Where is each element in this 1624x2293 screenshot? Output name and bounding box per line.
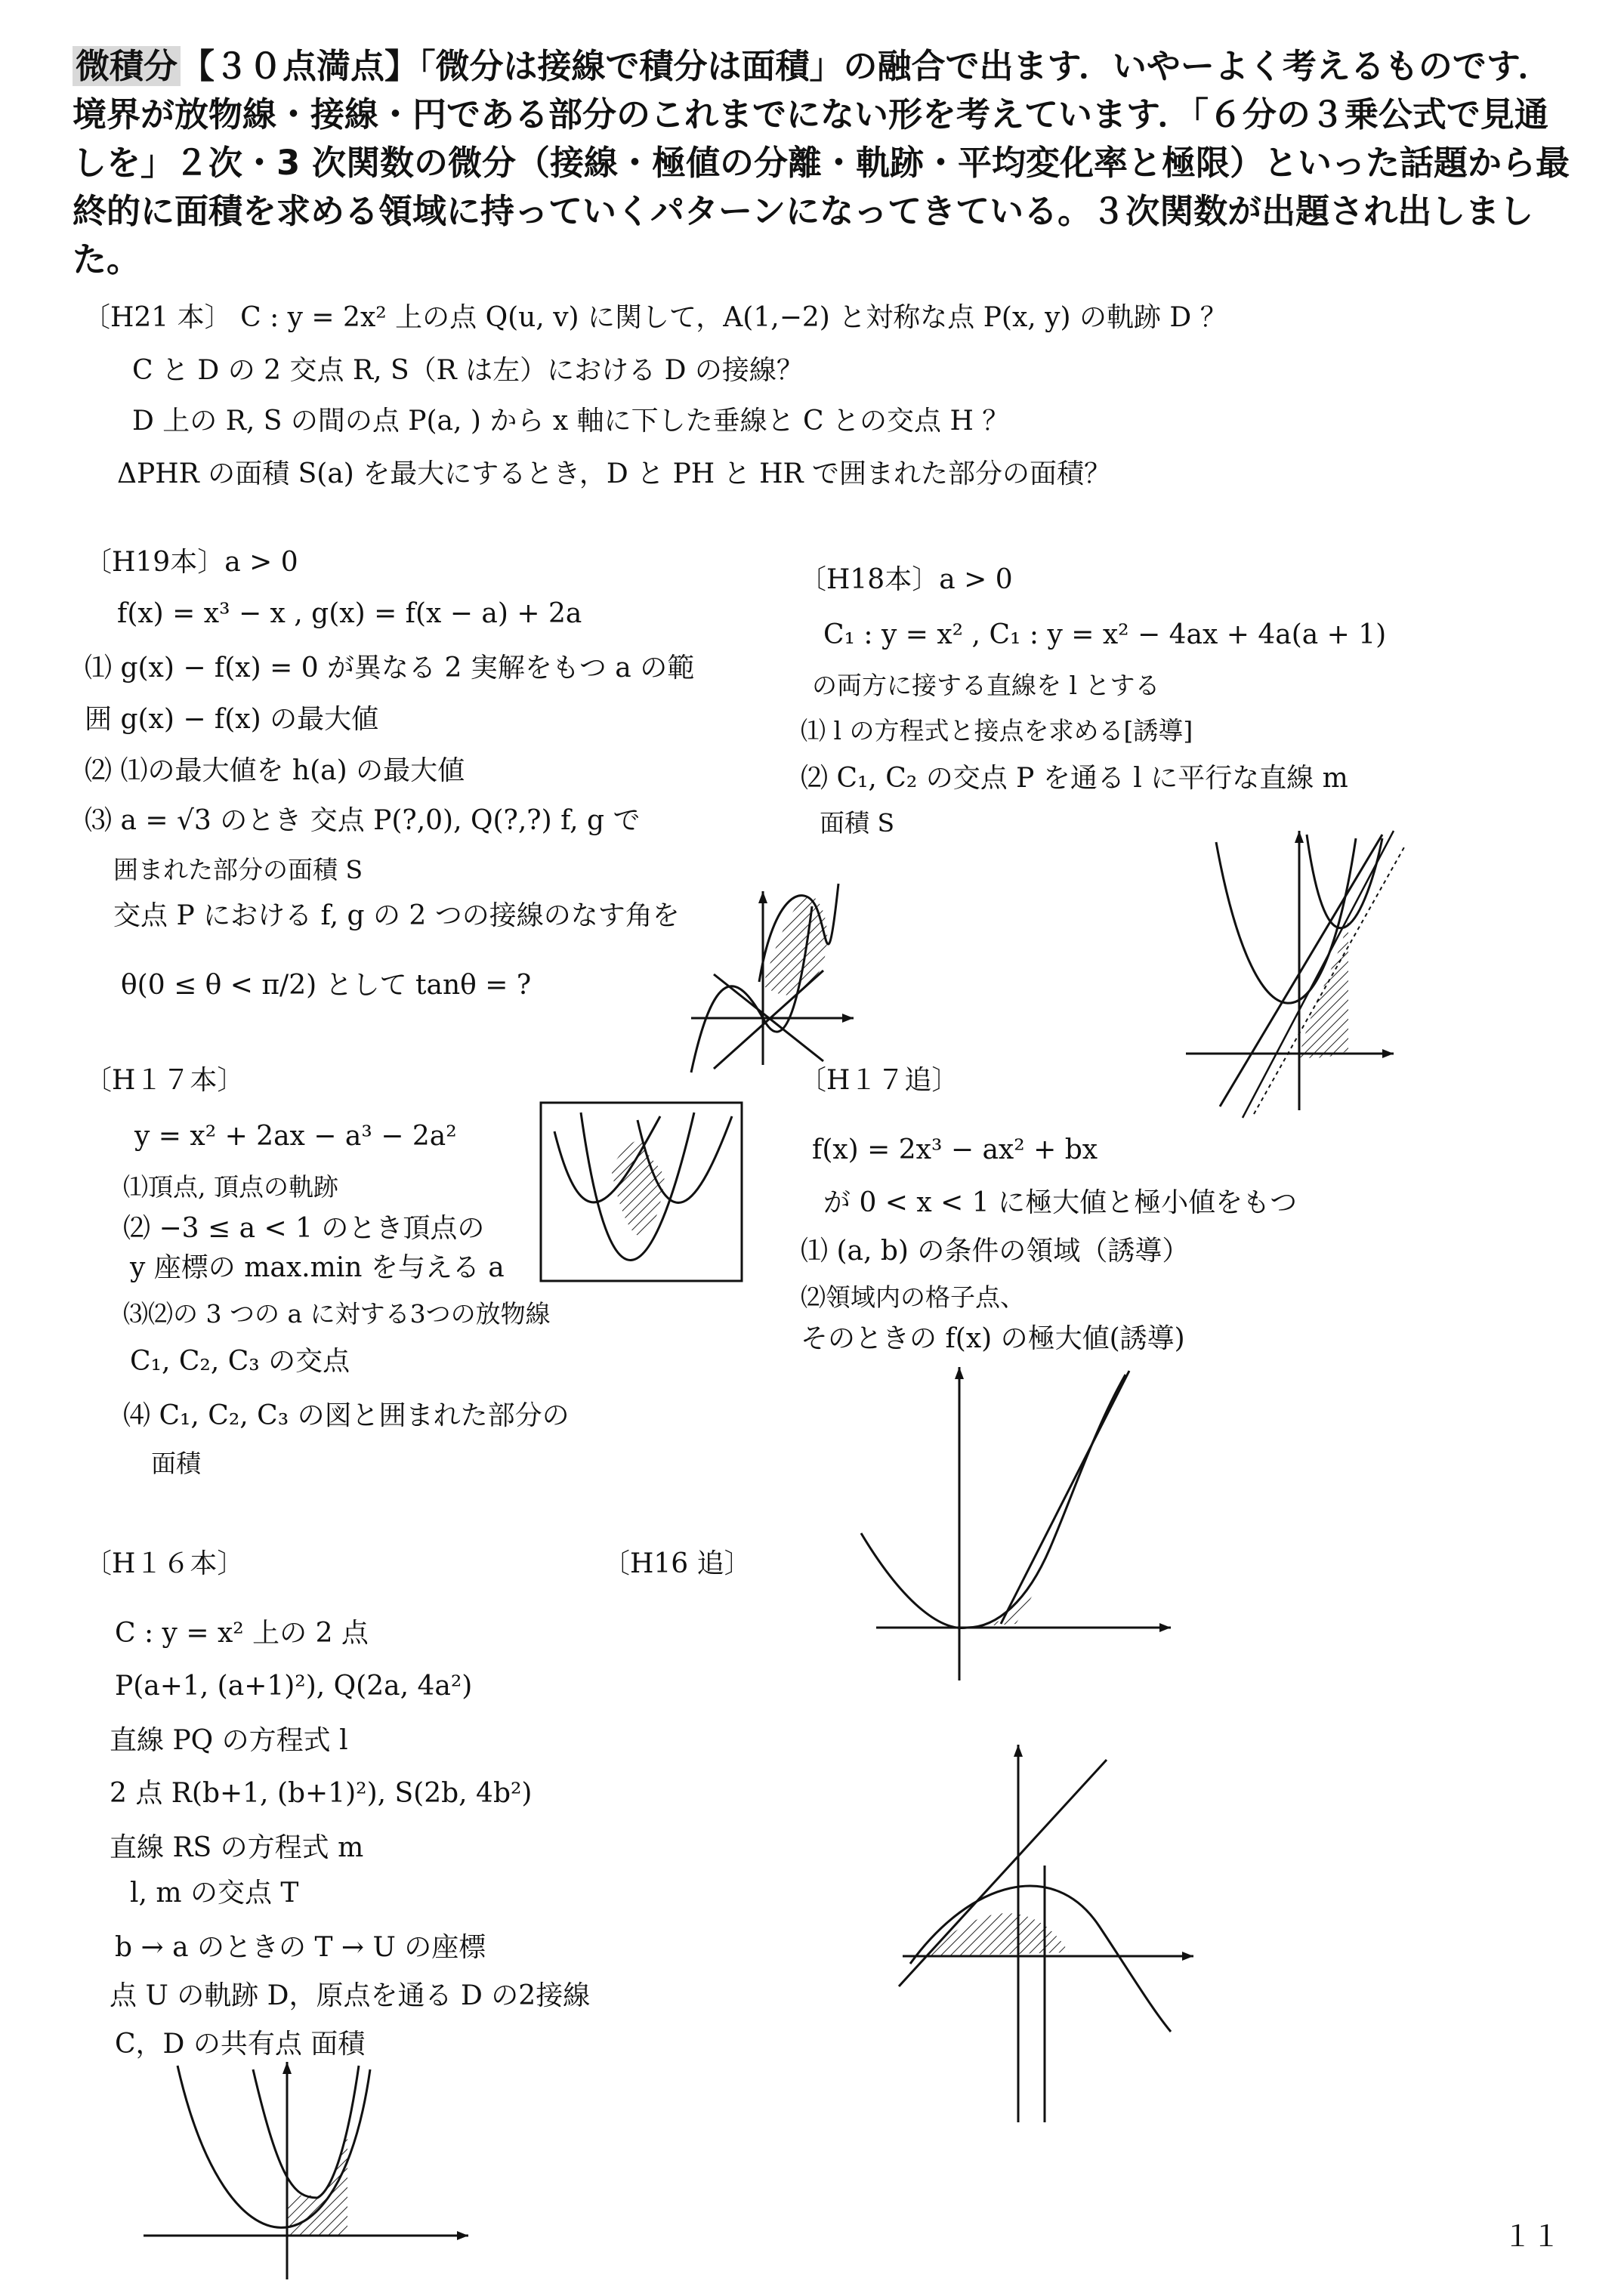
h19-line-3: 囲 g(x) − f(x) の最大値 bbox=[85, 704, 379, 735]
h16b-figure bbox=[880, 1737, 1197, 2130]
h17-line-4: y 座標の max.min を与える a bbox=[130, 1252, 505, 1283]
h16-figure bbox=[144, 2054, 476, 2281]
h17-line-8: 面積 bbox=[151, 1449, 201, 1478]
h19-line-5: ⑶ a = √3 のとき 交点 P(?,0), Q(?,?) f, g で bbox=[85, 805, 641, 836]
intro-tag: 微積分 bbox=[73, 46, 181, 86]
h19-line-7: 交点 P における f, g の 2 つの接線のなす角を bbox=[113, 900, 680, 931]
h18-header: 〔H18本〕a > 0 bbox=[799, 564, 1013, 595]
h17-line-7: ⑷ C₁, C₂, C₃ の図と囲まれた部分の bbox=[123, 1400, 570, 1431]
h18-figure bbox=[1178, 823, 1405, 1125]
h17b-line-5: そのときの f(x) の極大値(誘導) bbox=[801, 1323, 1185, 1354]
h19-line-6: 囲まれた部分の面積 S bbox=[113, 855, 363, 884]
h17b-figure bbox=[846, 1359, 1178, 1684]
h21-line-1: 〔H21 本〕 C : y = 2x² 上の点 Q(u, v) に関して，A(1,−2) と対称な点 P(x, y) の軌跡 D ？ bbox=[83, 302, 1227, 333]
h21-line-4: ΔPHR の面積 S(a) を最大にするとき，D と PH と HR で囲まれた部分の面積？ bbox=[117, 458, 1112, 489]
h17b-line-4: ⑵領域内の格子点、 bbox=[801, 1282, 1025, 1312]
h16-line-1: C : y = x² 上の 2 点 bbox=[115, 1618, 369, 1649]
h16-line-6: l, m の交点 T bbox=[130, 1878, 299, 1909]
h19-line-8: θ(0 ≤ θ < π/2) として tanθ = ? bbox=[121, 970, 532, 1001]
intro-text: 【３０点満点】「微分は接線で積分は面積」の融合で出ます．いやーよく考えるものです．境界が放物線・接線・円である部分のこれまでにない形を考えています．「６分の３乗公式で見通しを」２次・3 次関数の微分（接線・極値の分離・軌跡・平均変化率と極限）といった話題から最終的に面積を求める領域に持っていくパターンになってきている。３次関数が出題され出しました。 bbox=[73, 46, 1570, 279]
h17-line-6: C₁, C₂, C₃ の交点 bbox=[130, 1346, 350, 1377]
h19-figure bbox=[684, 876, 865, 1072]
h16-line-8: 点 U の軌跡 D，原点を通る D の2接線 bbox=[110, 1980, 591, 2011]
h17-line-1: y = x² + 2ax − a³ − 2a² bbox=[134, 1121, 457, 1152]
h19-header: 〔H19本〕a > 0 bbox=[85, 547, 298, 578]
h21-line-3: D 上の R, S の間の点 P(a, ) から x 軸に下した垂線と C との交点 H ？ bbox=[132, 406, 1010, 437]
intro-paragraph bbox=[73, 42, 1576, 284]
h17b-line-2: が 0 < x < 1 に極大値と極小値をもつ bbox=[823, 1187, 1298, 1218]
h17-figure bbox=[539, 1101, 743, 1282]
h18-line-2: の両方に接する直線を l とする bbox=[812, 671, 1160, 700]
h17b-header: 〔H１７追〕 bbox=[799, 1065, 959, 1096]
h16-line-7: b → a のときの T → U の座標 bbox=[115, 1932, 486, 1963]
h18-line-4: ⑵ C₁, C₂ の交点 P を通る l に平行な直線 m bbox=[801, 763, 1348, 794]
h21-line-2: C と D の 2 交点 R, S（R は左）における D の接線？ bbox=[132, 355, 804, 386]
h16-line-9: C，D の共有点 面積 bbox=[115, 2029, 366, 2060]
h16-line-2: P(a+1, (a+1)²), Q(2a, 4a²) bbox=[115, 1671, 473, 1702]
h16b-header: 〔H16 追〕 bbox=[603, 1548, 752, 1579]
h17-line-3: ⑵ −3 ≤ a < 1 のとき頂点の bbox=[123, 1213, 485, 1244]
h16-line-3: 直線 PQ の方程式 l bbox=[110, 1725, 348, 1756]
h17-line-5: ⑶⑵の 3 つの a に対する3つの放物線 bbox=[123, 1299, 551, 1329]
h17-header: 〔H１７本〕 bbox=[85, 1065, 245, 1096]
h19-line-2: ⑴ g(x) − f(x) = 0 が異なる 2 実解をもつ a の範 bbox=[85, 653, 695, 684]
h16-line-5: 直線 RS の方程式 m bbox=[110, 1832, 364, 1863]
h19-line-4: ⑵ ⑴の最大値を h(a) の最大値 bbox=[85, 755, 465, 786]
h16-header: 〔H１６本〕 bbox=[85, 1548, 245, 1579]
h19-line-1: f(x) = x³ − x , g(x) = f(x − a) + 2a bbox=[117, 598, 582, 629]
h17b-line-1: f(x) = 2x³ − ax² + bx bbox=[812, 1134, 1098, 1165]
h17-line-2: ⑴頂点, 頂点の軌跡 bbox=[123, 1172, 338, 1202]
h18-line-3: ⑴ l の方程式と接点を求める[誘導] bbox=[801, 716, 1193, 745]
h18-line-5: 面積 S bbox=[820, 808, 895, 838]
h18-line-1: C₁ : y = x² , C₁ : y = x² − 4ax + 4a(a + 1) bbox=[823, 619, 1387, 650]
h17b-line-3: ⑴ (a, b) の条件の領域（誘導） bbox=[801, 1236, 1190, 1267]
page-number: １１ bbox=[1503, 2220, 1561, 2253]
h16-line-4: 2 点 R(b+1, (b+1)²), S(2b, 4b²) bbox=[110, 1778, 533, 1809]
